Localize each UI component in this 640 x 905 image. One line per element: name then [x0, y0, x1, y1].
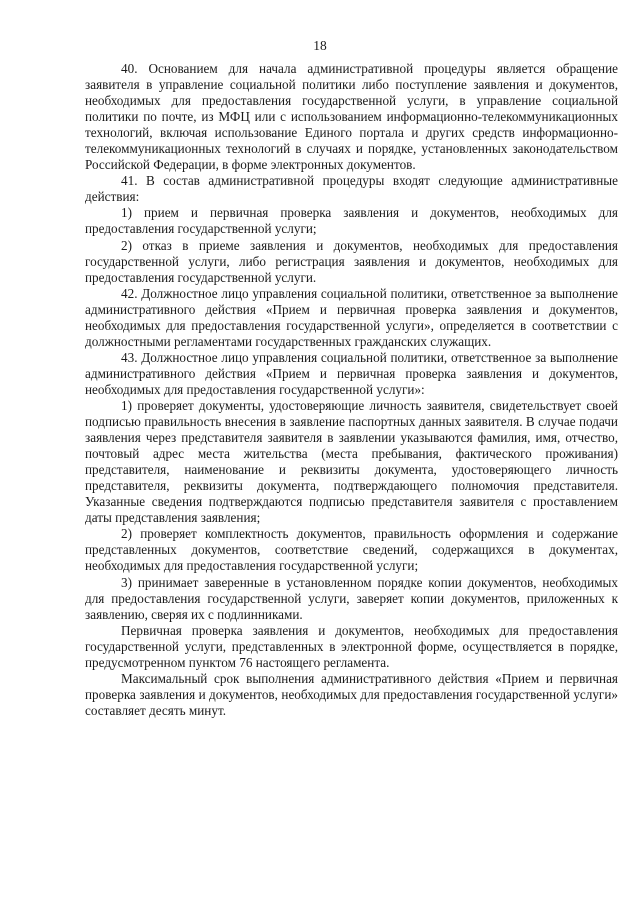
- paragraph-40: 40. Основанием для начала административной процедуры является обращение заявителя в управление социальной политики либо поступление заявления и документов, необходимых для предоставления государственной услуги, в управление социальной политики по почте, из МФЦ или с использованием информационно-телекоммуникационных технологий, включая использование Единого портала и других средств информационно-телекоммуникационных технологий в случаях и порядке, установленных законодательством Российской Федерации, в форме электронных документов.: [85, 61, 618, 173]
- paragraph-primary-check: Первичная проверка заявления и документов, необходимых для предоставления государственной услуги, представленных в электронной форме, осуществляется в порядке, предусмотренном пунктом 76 настоящего регламента.: [85, 622, 618, 670]
- paragraph-42: 42. Должностное лицо управления социальной политики, ответственное за выполнение административного действия «Прием и первичная проверка заявления и документов, необходимых для предоставления государственной услуги», определяется в соответствии с должностными регламентами государственных гражданских служащих.: [85, 285, 618, 349]
- page-number: 18: [313, 38, 327, 53]
- paragraph-41: 41. В состав административной процедуры входят следующие административные действия:: [85, 173, 618, 205]
- paragraph-43: 43. Должностное лицо управления социальной политики, ответственное за выполнение административного действия «Прием и первичная проверка заявления и документов, необходимых для предоставления государственной услуги»:: [85, 349, 618, 397]
- paragraph-43-item-1: 1) проверяет документы, удостоверяющие личность заявителя, свидетельствует своей подписью правильность внесения в заявление паспортных данных заявителя. В случае подачи заявления через представителя заявителя в заявлении указываются фамилия, имя, отчество, почтовый адрес места жительства (места пребывания, фактического проживания) представителя, наименование и реквизиты документа, удостоверяющего личность представителя, реквизиты документа, подтверждающего полномочия представителя. Указанные сведения подтверждаются подписью представителя заявителя с проставлением даты представления заявления;: [85, 397, 618, 526]
- paragraph-43-item-3: 3) принимает заверенные в установленном порядке копии документов, необходимых для предоставления государственной услуги, заверяет копии документов, приложенных к заявлению, сверяя их с подлинниками.: [85, 574, 618, 622]
- paragraph-41-item-1: 1) прием и первичная проверка заявления и документов, необходимых для предоставления государственной услуги;: [85, 205, 618, 237]
- paragraph-43-item-2: 2) проверяет комплектность документов, правильность оформления и содержание представленных документов, соответствие сведений, содержащихся в документах, необходимых для предоставления государственной услуги;: [85, 526, 618, 574]
- paragraph-max-duration: Максимальный срок выполнения административного действия «Прием и первичная проверка заявления и документов, необходимых для предоставления государственной услуги» составляет десять минут.: [85, 670, 618, 718]
- paragraph-41-item-2: 2) отказ в приеме заявления и документов, необходимых для предоставления государственной услуги, либо регистрация заявления и документов, необходимых для предоставления государственной услуги.: [85, 237, 618, 285]
- body-text: [85, 61, 618, 719]
